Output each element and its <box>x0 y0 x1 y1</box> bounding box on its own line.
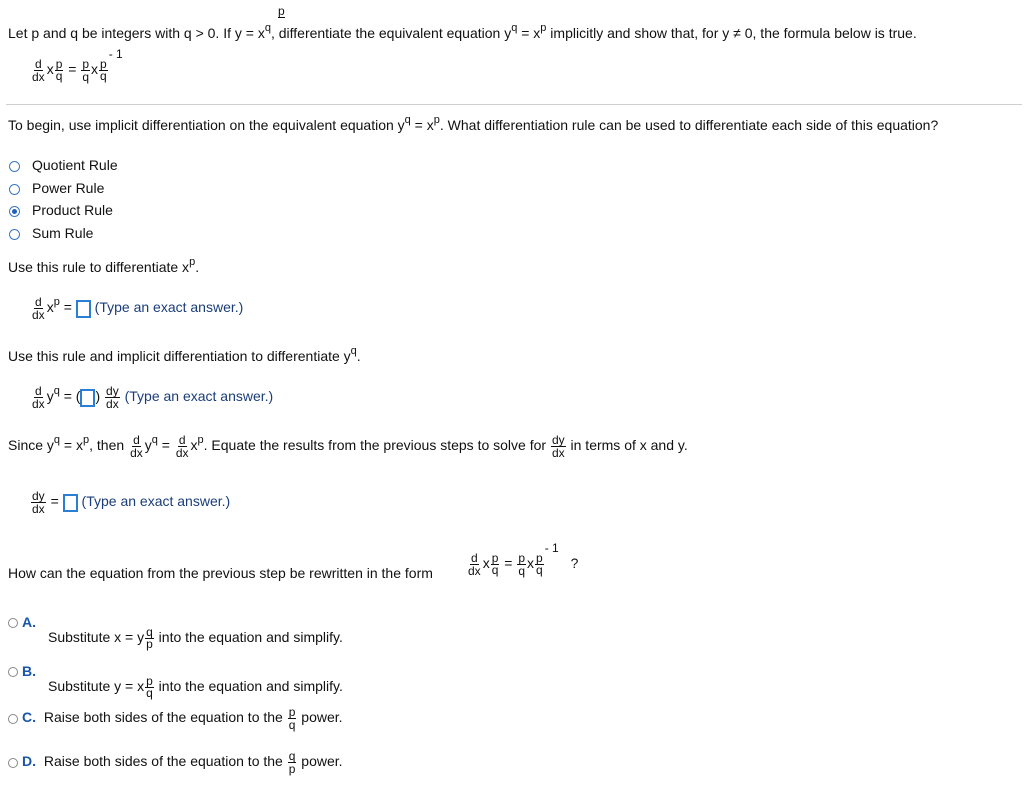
radio-button[interactable] <box>8 714 18 724</box>
option-a[interactable]: A. <box>8 614 36 630</box>
step-1-question: To begin, use implicit differentiation on the equivalent equation $y^q = x^p$. What differentiation rule can be used to differentiate each side of this equation? <box>8 114 939 133</box>
option-c[interactable]: C. Raise both sides of the equation to the $\frac{p}{q}$ power. <box>8 706 343 731</box>
exponent-p-over-q: $\frac{p}{q}$ <box>55 57 63 83</box>
answer-input-box[interactable] <box>76 300 91 318</box>
step-3-answer-row: $\frac{d}{dx}$ $y^q$ = ( ) $\frac{dy}{dx}$ (Type an exact answer.) <box>32 384 274 411</box>
option-b[interactable]: B. <box>8 663 36 679</box>
step-5-formula: $\frac{d}{dx}$ x $\frac{p}{q}$ = $\frac{p}{q}$ x $\frac{p}{q}$ - 1 ? <box>468 541 579 578</box>
target-formula: $\frac{d}{dx}$ x $\frac{p}{q}$ = $\frac{p}{q}$ x $\frac{p}{q}$ - 1 <box>32 47 123 84</box>
derivative-operator: $\frac{d}{dx}$ <box>175 433 189 460</box>
fraction-q-over-p: $\frac{q}{p}$ <box>288 749 296 776</box>
derivative-operator: $\frac{d}{dx}$ <box>32 295 45 322</box>
radio-button[interactable] <box>9 161 20 172</box>
divider <box>6 104 1022 105</box>
step-4-answer-row: $\frac{dy}{dx}$ = (Type an exact answer.) <box>32 489 231 516</box>
exponent-p-over-q: $\frac{p}{q}$ <box>491 551 499 577</box>
rule-option-sum[interactable]: Sum Rule <box>9 225 93 241</box>
exponent-p-over-q-minus-one: $\frac{p}{q}$ <box>536 551 543 577</box>
derivative-operator: $\frac{d}{dx}$ <box>130 433 143 460</box>
dy-dx: $\frac{dy}{dx}$ <box>551 433 565 460</box>
dy-dx: $\frac{dy}{dx}$ <box>32 489 45 516</box>
answer-input-box[interactable] <box>80 389 95 407</box>
exponent-p-over-q-minus-one: $\frac{p}{q}$ <box>100 57 107 83</box>
coefficient-p-over-q: $\frac{p}{q}$ <box>518 550 526 578</box>
intro-exponent: p <box>278 4 285 18</box>
radio-button[interactable] <box>9 229 20 240</box>
dy-dx: $\frac{dy}{dx}$ <box>106 384 119 411</box>
radio-button[interactable] <box>8 667 18 677</box>
exponent-q-over-p: $\frac{q}{p}$ <box>146 625 153 651</box>
fraction-p-over-q: $\frac{p}{q}$ <box>288 705 296 732</box>
problem-statement: Let p and q be integers with q > 0. If $y = x^q$, differentiate the equivalent equation $y^q = x^p$ implicitly and show that, for y ≠ 0, the formula below is true. <box>8 22 917 41</box>
derivative-operator: $\frac{d}{dx}$ <box>468 550 481 578</box>
rule-option-product[interactable]: Product Rule <box>9 202 113 218</box>
option-b-text: Substitute y = x $\frac{p}{q}$ into the equation and simplify. <box>48 674 343 700</box>
option-d[interactable]: D. Raise both sides of the equation to the $\frac{q}{p}$ power. <box>8 750 343 775</box>
radio-button-selected[interactable] <box>9 206 20 217</box>
exponent-p-over-q: $\frac{p}{q}$ <box>146 674 153 700</box>
option-a-text: Substitute x = y $\frac{q}{p}$ into the equation and simplify. <box>48 625 343 651</box>
rule-option-power[interactable]: Power Rule <box>9 180 104 196</box>
derivative-operator: $\frac{d}{dx}$ <box>32 56 45 84</box>
derivative-operator: $\frac{d}{dx}$ <box>32 384 45 411</box>
rule-option-quotient[interactable]: Quotient Rule <box>9 157 118 173</box>
step-4-prompt: Since $y^q = x^p$, then $\frac{d}{dx}$ $y^q$ = $\frac{d}{dx}$ $x^p$. Equate the results from the previous steps to solve for $\frac{dy}{dx}$ in terms of x and y. <box>8 433 688 460</box>
step-5-prompt: How can the equation from the previous step be rewritten in the form <box>8 565 433 581</box>
step-2-answer-row: $\frac{d}{dx}$ $x^p$ = (Type an exact answer.) <box>32 295 244 322</box>
coefficient-p-over-q: $\frac{p}{q}$ <box>82 56 90 84</box>
radio-button[interactable] <box>8 758 18 768</box>
answer-input-box[interactable] <box>63 494 78 512</box>
radio-button[interactable] <box>9 184 20 195</box>
step-2-prompt: Use this rule to differentiate $x^p$. <box>8 256 200 275</box>
radio-button[interactable] <box>8 618 18 628</box>
step-3-prompt: Use this rule and implicit differentiation to differentiate $y^q$. <box>8 345 361 364</box>
